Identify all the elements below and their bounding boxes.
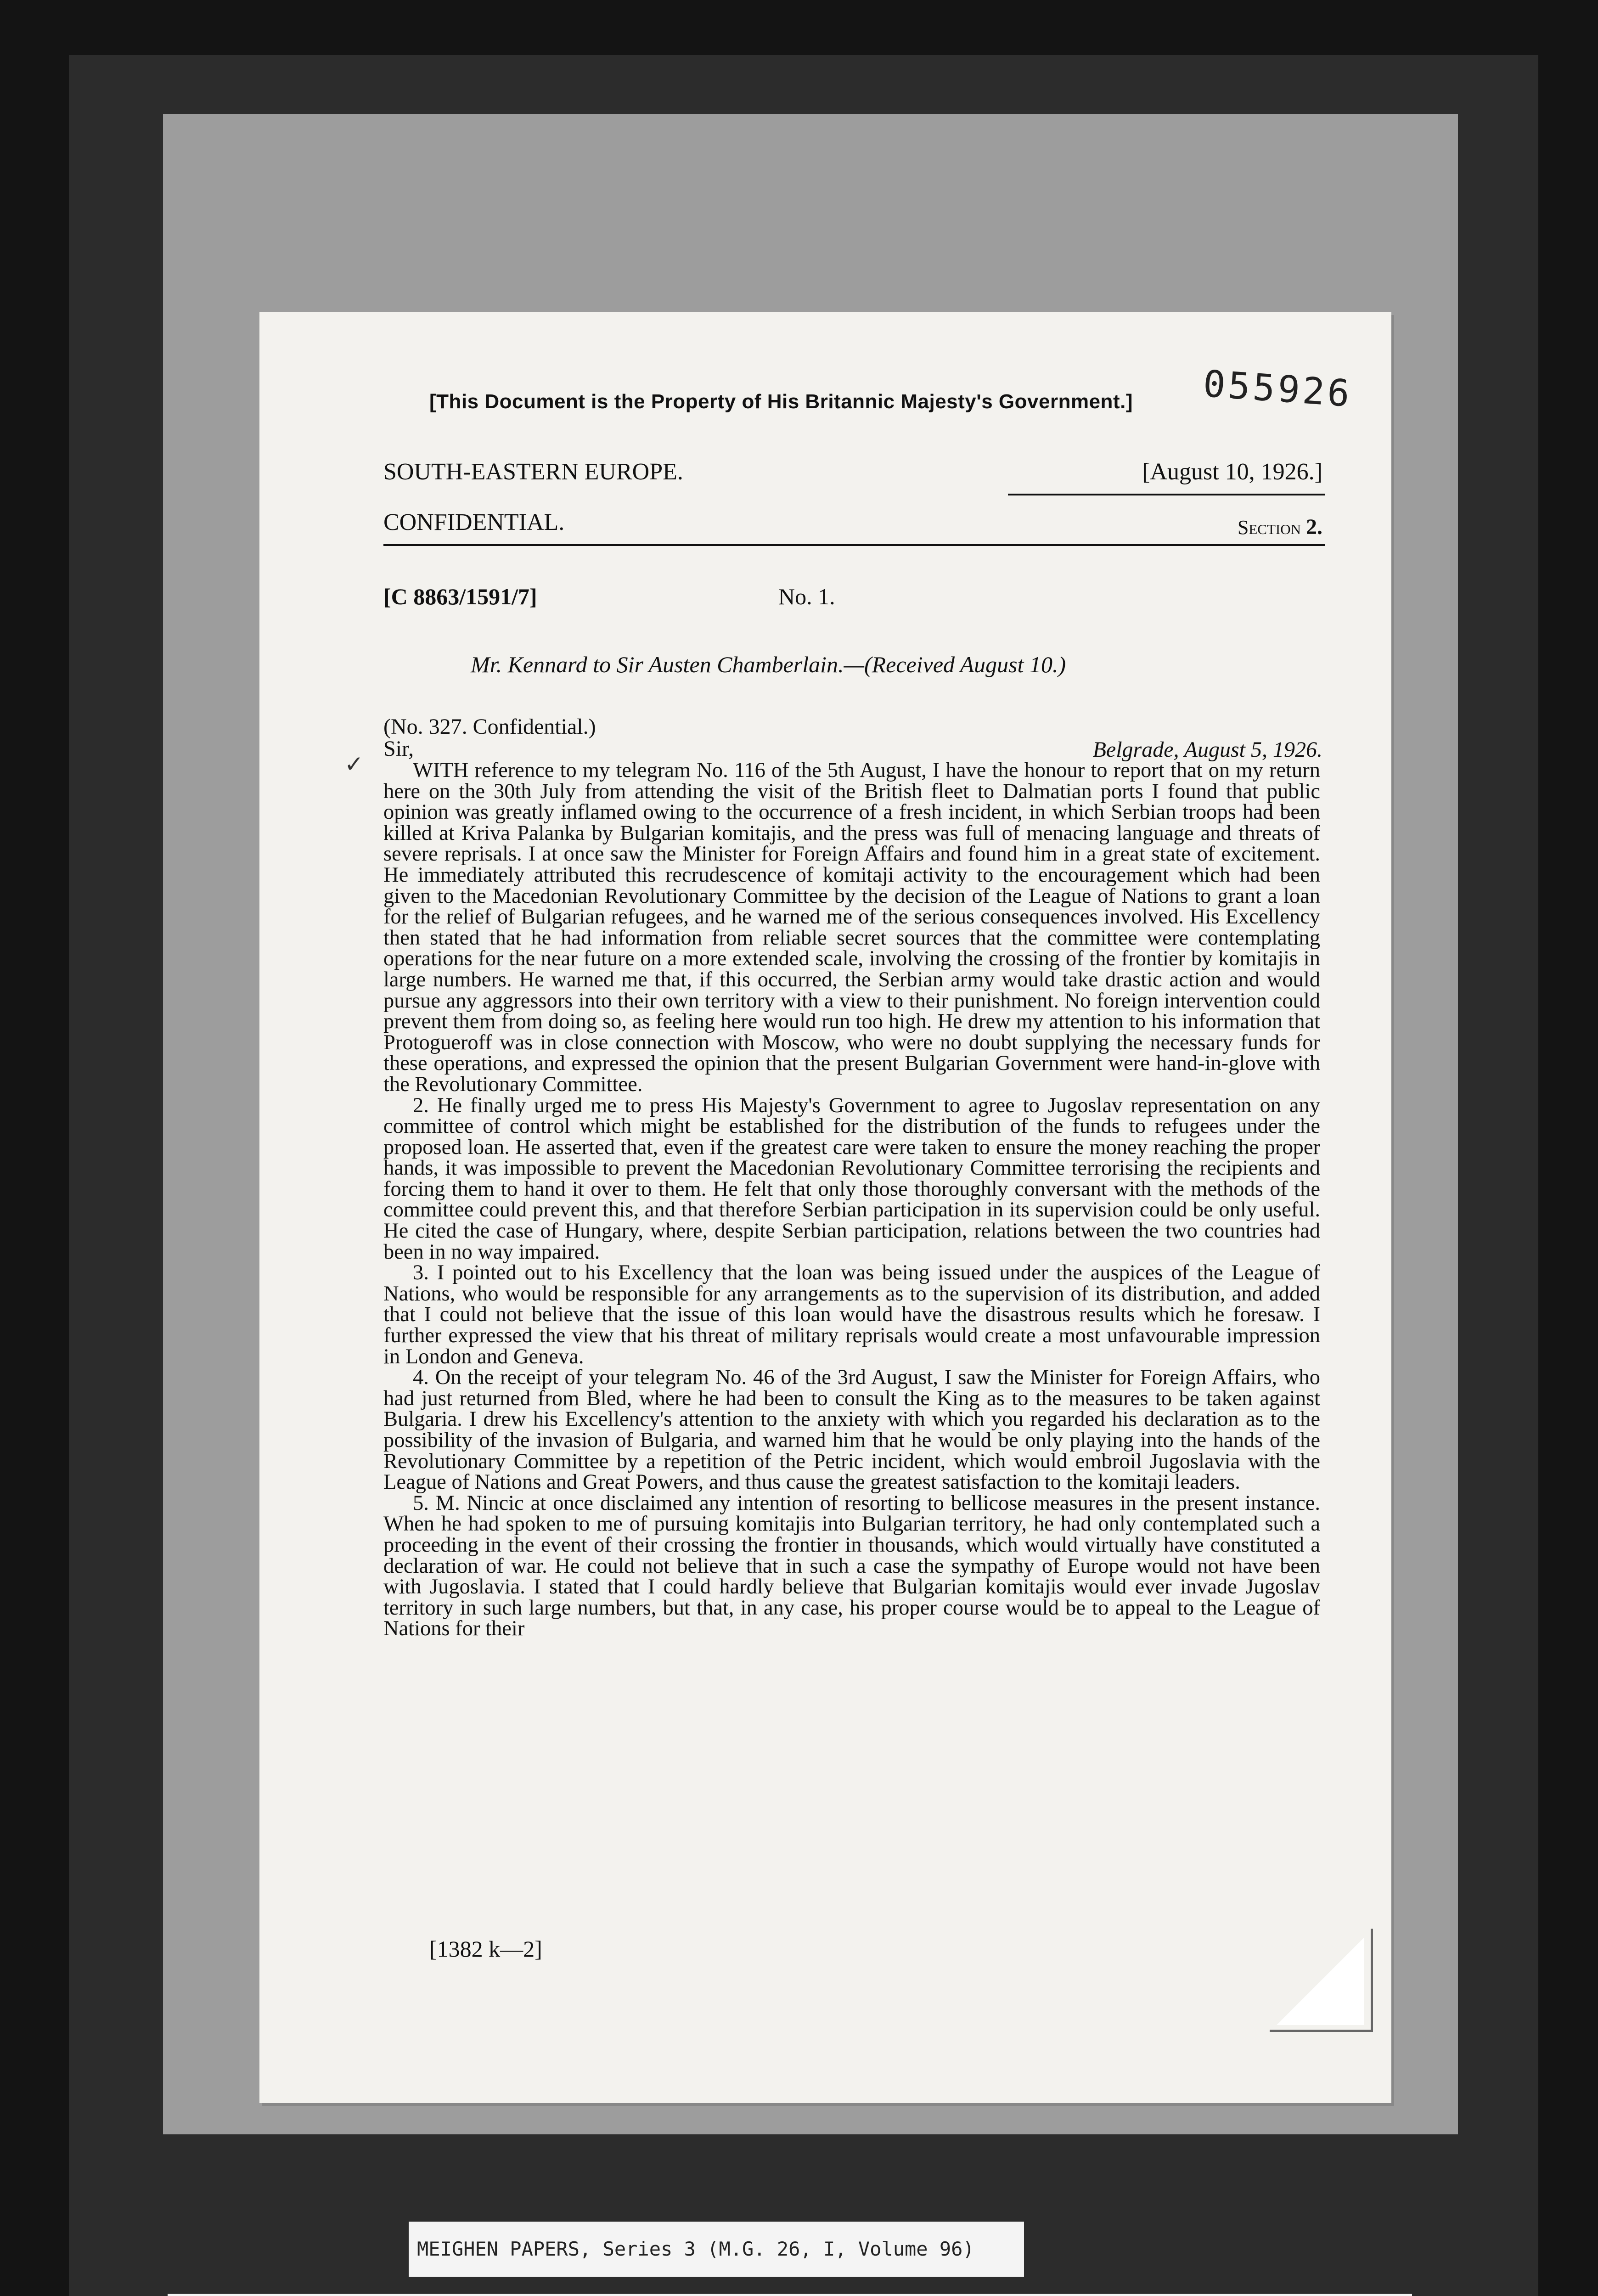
- letter-body: [383, 760, 1320, 1639]
- archive-ref-number: 055926: [1202, 362, 1354, 416]
- paragraph-3: 3. I pointed out to his Excellency that the loan was being issued under the auspices of the League of Nations, who would be responsible for any arrangements as to the supervision of its distribution, and added that I could not believe that the issue of this loan would have the disastrous results which he foresaw. I further expressed the view that his threat of military reprisals would create a most unfavourable impression in London and Geneva.: [383, 1261, 1320, 1368]
- place-date: Belgrade, August 5, 1926.: [1092, 737, 1322, 762]
- section-label: [1238, 514, 1322, 540]
- print-code: [1382 k—2]: [429, 1936, 542, 1962]
- pencil-tick-mark: ✓: [344, 751, 364, 777]
- paragraph-4: 4. On the receipt of your telegram No. 46 of the 3rd August, I saw the Minister for Foreign Affairs, who had just returned from Bled, where he had been to consult the King as to the measures to be taken against Bulgaria. I drew his Excellency's attention to the anxiety with which you regarded his declaration as to the possibility of the invasion of Bulgaria, and warned him that he would be only playing into the hands of the Revolutionary Committee by a repetition of the Petric incident, which would embroil Jugoslavia with the League of Nations and Great Powers, and thus cause the greatest satisfaction to the komitaji leaders.: [383, 1366, 1320, 1494]
- paragraph-1: WITH reference to my telegram No. 116 of the 5th August, I have the honour to report that on my return here on the 30th July from attending the visit of the British fleet to Dalmatian ports I found that public opinion was greatly inflamed owing to the occurrence of a fresh incident, in which Serbian troops had been killed at Kriva Palanka by Bulgarian komitajis, and the press was full of menacing language and threats of severe reprisals. I at once saw the Minister for Foreign Affairs and found him in a great state of excitement. He immediately attributed this recrudescence of komitaji activity to the encouragement which had been given to the Macedonian Revolutionary Committee by the decision of the League of Nations to grant a loan for the relief of Bulgarian refugees, and he warned me of the serious consequences involved. His Excellency then stated that he had information from reliable secret sources that the committee were contemplating operations for the near future on a more extended scale, involving the crossing of the frontier by komitajis in large numbers. He warned me that, if this occurred, the Serbian army would take drastic action and would pursue any aggressors into their own territory with a view to their punishment. No foreign intervention could prevent them from doing so, as feeling here would run too high. He drew my attention to his information that Protogueroff was in close connection with Moscow, who were no doubt supplying the necessary funds for these operations, and expressed the opinion that the present Bulgarian Government were hand-in-glove with the Revolutionary Committee.: [383, 759, 1320, 1096]
- date-rule: [1008, 494, 1325, 495]
- dispatch-number: (No. 327. Confidential.): [383, 715, 596, 739]
- paragraph-2: 2. He finally urged me to press His Majesty's Government to agree to Jugoslav representation on any committee of control which might be established for the distribution of the funds to refugees under the proposed loan. He asserted that, even if the greatest care were taken to ensure the money reaching the proper hands, it was impossible to prevent the Macedonian Revolutionary Committee terrorising the recipients and forcing them to hand it over to them. He felt that only those thoroughly conversant with the methods of the committee could prevent this, and that therefore Serbian participation in its supervision could be only useful. He cited the case of Hungary, where, despite Serbian participation, relations between the two countries had been in no way impaired.: [383, 1093, 1320, 1264]
- document-reference: [C 8863/1591/7]: [383, 584, 537, 609]
- property-notice: [This Document is the Property of His Britannic Majesty's Government.]: [429, 390, 1133, 413]
- document-page: [259, 312, 1391, 2103]
- paragraph-5: 5. M. Nincic at once disclaimed any intention of resorting to bellicose measures in the present instance. When he had spoken to me of pursuing komitajis into Bulgarian territory, he had only contemplated such a proceeding in the event of their crossing the frontier in thousands, which would virtually have constituted a declaration of war. He could not believe that in such a case the sympathy of Europe would not have been with Jugoslavia. I stated that I could hardly believe that Bulgarian komitajis would ever invade Jugoslav territory in such large numbers, but that, in any case, his proper course would be to appeal to the League of Nations for their: [383, 1491, 1320, 1641]
- folded-corner: [1277, 1938, 1364, 2025]
- region-heading: SOUTH-EASTERN EUROPE.: [383, 459, 683, 485]
- archives-stamp-card: [168, 2294, 1412, 2296]
- letter-subject: Mr. Kennard to Sir Austen Chamberlain.—(Received August 10.): [471, 652, 1066, 677]
- salutation: Sir,: [383, 737, 414, 761]
- archive-collection-label: MEIGHEN PAPERS, Series 3 (M.G. 26, I, Volume 96): [409, 2222, 1024, 2277]
- classification-label: CONFIDENTIAL.: [383, 509, 565, 535]
- document-date: [August 10, 1926.]: [1142, 459, 1322, 485]
- section-number: 2.: [1306, 515, 1322, 539]
- classification-rule: [383, 544, 1325, 546]
- section-word: Section: [1237, 516, 1301, 539]
- document-number: No. 1.: [778, 584, 835, 609]
